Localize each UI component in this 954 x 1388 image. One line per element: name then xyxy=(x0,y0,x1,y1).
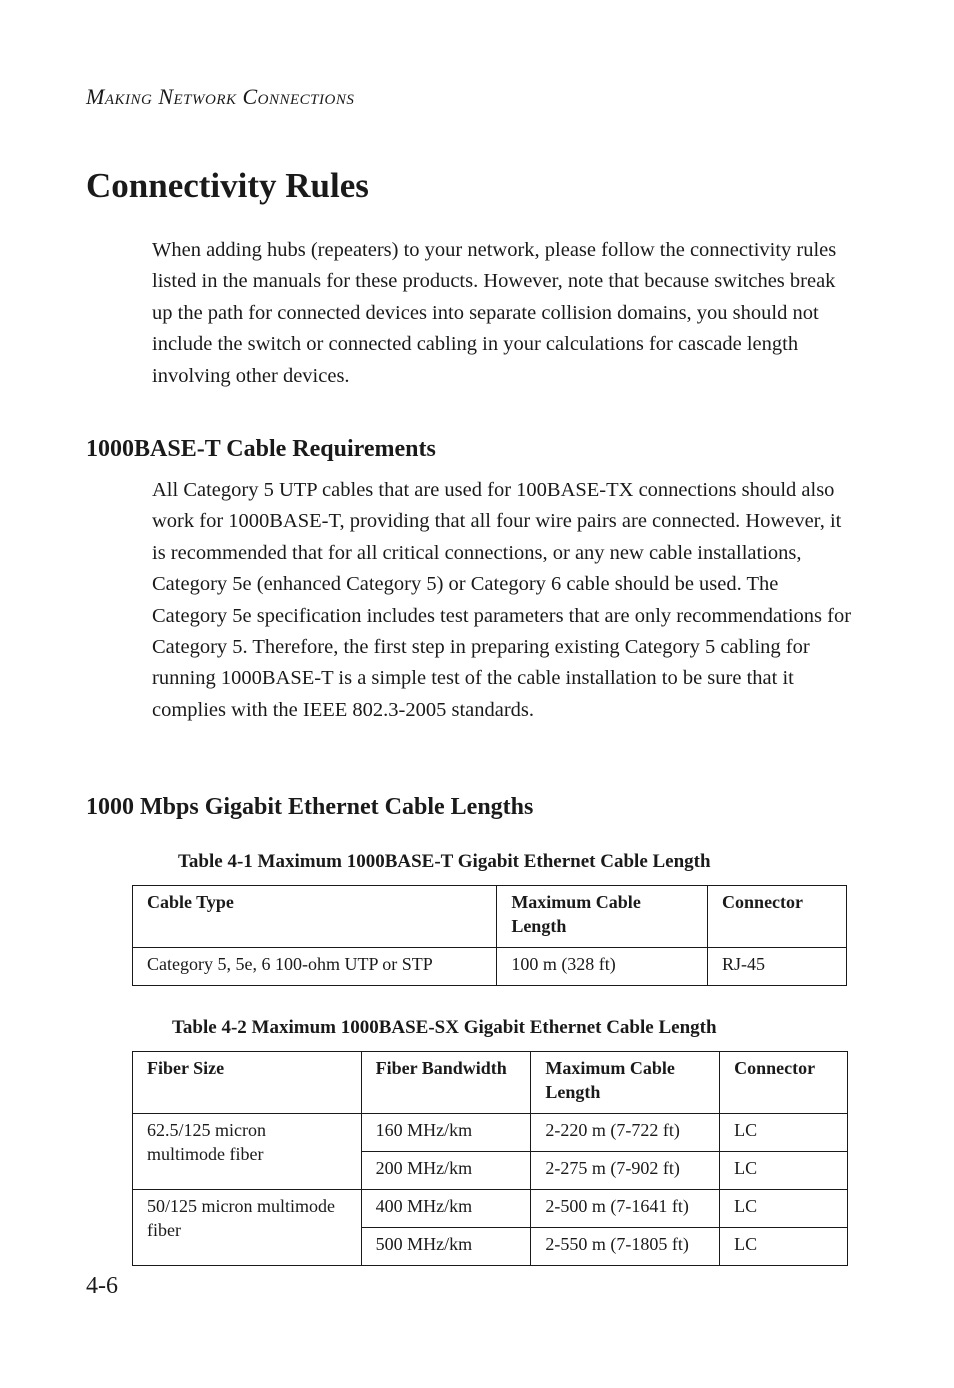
table-cell: Category 5, 5e, 6 100-ohm UTP or STP xyxy=(133,948,497,986)
table2-caption: Table 4-2 Maximum 1000BASE-SX Gigabit Ethernet Cable Length xyxy=(172,1017,717,1038)
table-1000base-t xyxy=(132,885,847,986)
table-cell: 2-275 m (7-902 ft) xyxy=(531,1152,720,1190)
table-row xyxy=(133,948,847,986)
column-header: Connector xyxy=(720,1052,848,1114)
table-cell: 400 MHz/km xyxy=(361,1190,531,1228)
column-header: Fiber Bandwidth xyxy=(361,1052,531,1114)
table-cell: LC xyxy=(720,1114,848,1152)
table-cell: 100 m (328 ft) xyxy=(497,948,708,986)
table-cell: 2-220 m (7-722 ft) xyxy=(531,1114,720,1152)
table-cell: RJ-45 xyxy=(708,948,847,986)
table-cell: 160 MHz/km xyxy=(361,1114,531,1152)
table-1000base-sx xyxy=(132,1051,848,1266)
column-header: Maximum Cable Length xyxy=(497,886,708,948)
table-row xyxy=(133,1114,848,1152)
table-cell: LC xyxy=(720,1190,848,1228)
table-cell: LC xyxy=(720,1228,848,1266)
column-header: Fiber Size xyxy=(133,1052,362,1114)
column-header: Connector xyxy=(708,886,847,948)
running-head: Making Network Connections xyxy=(86,84,355,109)
table-cell: LC xyxy=(720,1152,848,1190)
table1-caption: Table 4-1 Maximum 1000BASE-T Gigabit Ethernet Cable Length xyxy=(178,851,711,872)
section-heading-cable-lengths: 1000 Mbps Gigabit Ethernet Cable Lengths xyxy=(86,794,534,820)
table-header-row xyxy=(133,1052,848,1114)
table-cell: 2-550 m (7-1805 ft) xyxy=(531,1228,720,1266)
table-cell: 200 MHz/km xyxy=(361,1152,531,1190)
page-title: Connectivity Rules xyxy=(86,166,369,205)
table-cell-fiber-size: 50/125 micron multimode fiber xyxy=(133,1190,362,1266)
table-cell-fiber-size: 62.5/125 micron multimode fiber xyxy=(133,1114,362,1190)
table-header-row xyxy=(133,886,847,948)
intro-paragraph: When adding hubs (repeaters) to your network, please follow the connectivity rules listed in the manuals for these products. However, note that because switches break up the path for connected devices into separate collision domains, you should not include the switch or connected cabling in your calculations for cascade length involving other devices. xyxy=(152,239,837,387)
section-heading-cable-requirements: 1000BASE-T Cable Requirements xyxy=(86,436,436,462)
cable-requirements-paragraph: All Category 5 UTP cables that are used for 100BASE-TX connections should also work for 1000BASE-T, providing that all four wire pairs are connected. However, it is recommended that for all critical connections, or any new cable installations, Category 5e (enhanced Category 5) or Category 6 cable should be used. The Category 5e specification includes test parameters that are only recommendations for Category 5. Therefore, the first step in preparing existing Category 5 cabling for running 1000BASE-T is a simple test of the cable installation to be sure that it complies with the IEEE 802.3-2005 standards. xyxy=(152,479,852,721)
table-cell: 500 MHz/km xyxy=(361,1228,531,1266)
table-cell: 2-500 m (7-1641 ft) xyxy=(531,1190,720,1228)
column-header: Maximum Cable Length xyxy=(531,1052,720,1114)
column-header: Cable Type xyxy=(133,886,497,948)
table-row xyxy=(133,1190,848,1228)
page-number: 4-6 xyxy=(86,1273,118,1299)
